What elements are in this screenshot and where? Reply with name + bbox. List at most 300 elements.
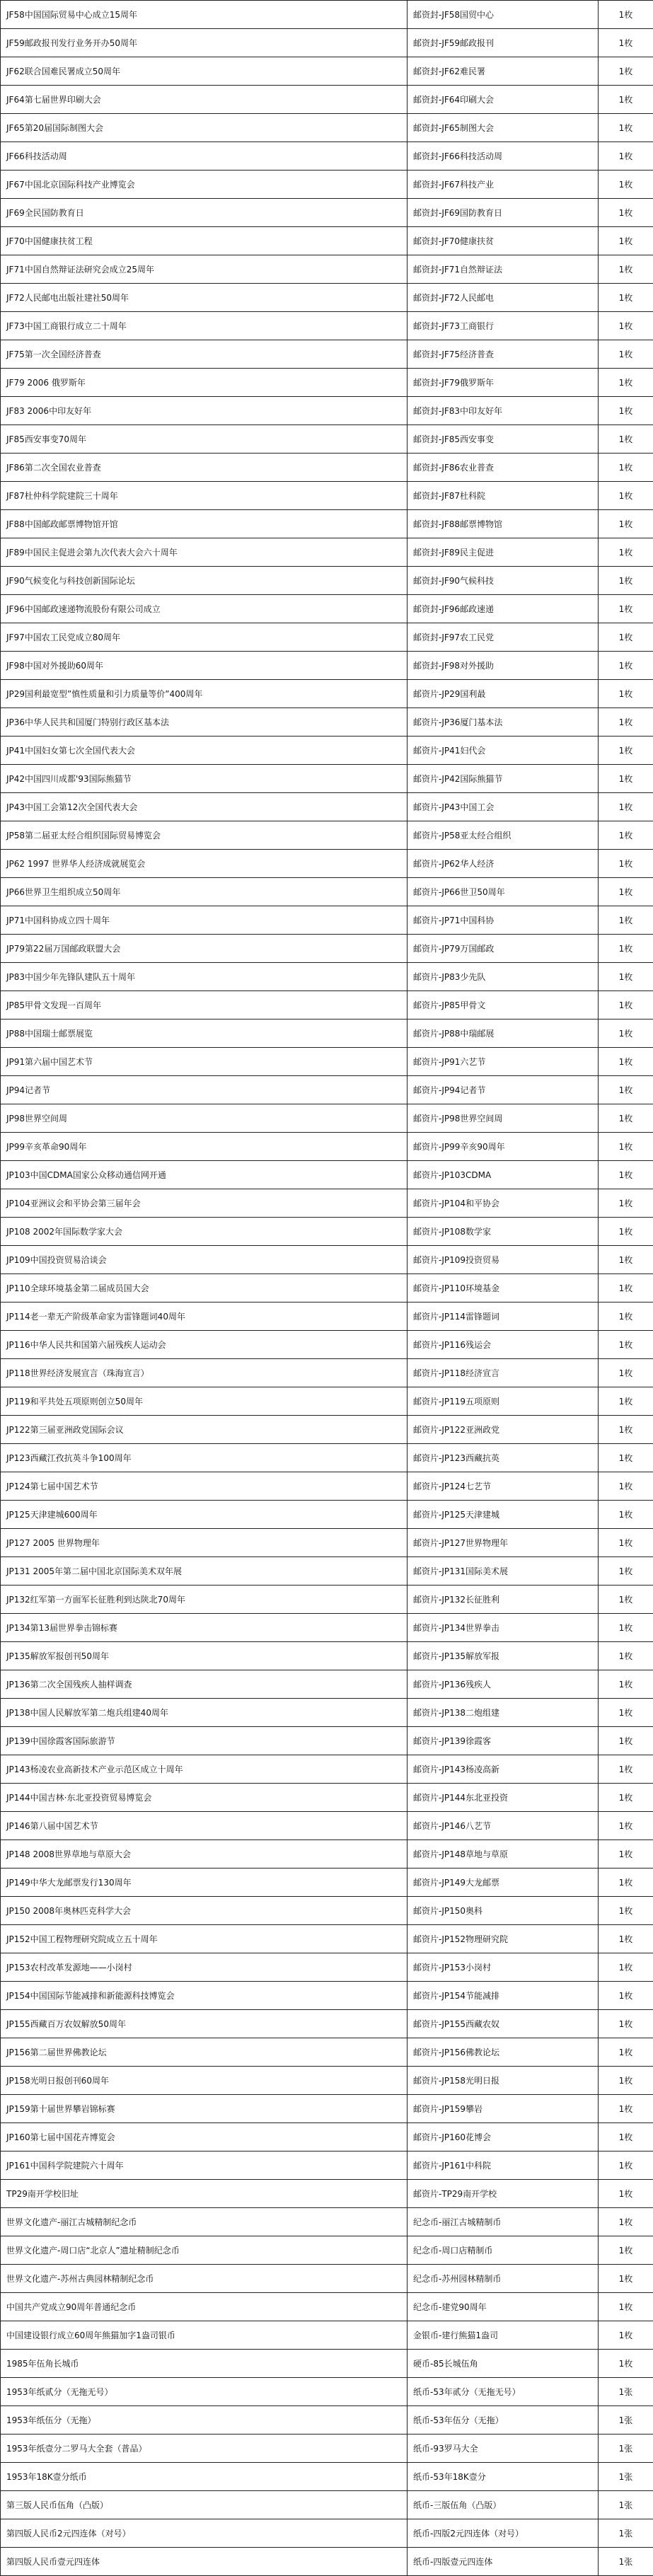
item-category: 邮资封-JF69国防教育日 [408,199,599,227]
item-quantity: 1张 [599,2491,653,2519]
item-category: 邮资片-JP146八艺节 [408,1812,599,1840]
item-category: 邮资片-JP36厦门基本法 [408,708,599,737]
item-quantity: 1枚 [599,1104,653,1133]
item-quantity: 1枚 [599,1642,653,1670]
item-quantity: 1枚 [599,680,653,708]
item-title: JF98中国对外援助60周年 [1,652,408,680]
table-row [1,369,653,397]
item-title: JP134第13届世界拳击锦标赛 [1,1614,408,1642]
table-row [1,652,653,680]
table-row [1,284,653,312]
table-row [1,2321,653,2350]
table-row [1,1472,653,1501]
table-row [1,171,653,199]
item-title: JF70中国健康扶贫工程 [1,227,408,255]
item-quantity: 1枚 [599,29,653,57]
table-row [1,142,653,171]
table-row [1,2265,653,2293]
item-title: JP36中华人民共和国厦门特别行政区基本法 [1,708,408,737]
table-row [1,2208,653,2236]
item-title: JF67中国北京国际科技产业博览会 [1,171,408,199]
item-quantity: 1枚 [599,1274,653,1303]
item-title: JP108 2002年国际数学家大会 [1,1218,408,1246]
item-title: JP144中国吉林·东北亚投资贸易博览会 [1,1784,408,1812]
item-quantity: 1枚 [599,1303,653,1331]
item-title: JP152中国工程物理研究院成立五十周年 [1,1925,408,1953]
item-title: JP119和平共处五项原则创立50周年 [1,1387,408,1416]
item-category: 邮资封-JF67科技产业 [408,171,599,199]
item-title: JP62 1997 世界华人经济成就展览会 [1,850,408,878]
item-category: 邮资片-JP94记者节 [408,1076,599,1104]
table-row [1,878,653,906]
table-row [1,1218,653,1246]
table-row [1,708,653,737]
item-category: 邮资片-JP79万国邮政 [408,935,599,963]
item-category: 邮资片-JP88中瑞邮展 [408,1020,599,1048]
item-title: JF73中国工商银行成立二十周年 [1,312,408,340]
item-category: 邮资片-JP122亚洲政党 [408,1416,599,1444]
table-row [1,2293,653,2321]
item-quantity: 1枚 [599,1897,653,1925]
item-title: JP153农村改革发源地——小岗村 [1,1953,408,1982]
item-quantity: 1枚 [599,142,653,171]
item-title: JP41中国妇女第七次全国代表大会 [1,737,408,765]
table-row [1,1189,653,1218]
item-title: JF83 2006中印友好年 [1,397,408,425]
item-title: JP122第三届亚洲政党国际会议 [1,1416,408,1444]
item-title: JP103中国CDMA国家公众移动通信网开通 [1,1161,408,1189]
item-category: 硬币-85长城伍角 [408,2350,599,2378]
table-row [1,2180,653,2208]
table-row [1,567,653,595]
item-title: TP29南开学校旧址 [1,2180,408,2208]
item-title: JP43中国工会第12次全国代表大会 [1,793,408,821]
item-category: 邮资封-JF90气候科技 [408,567,599,595]
item-title: JP98世界空间周 [1,1104,408,1133]
item-title: 1953年纸贰分（无拖无号） [1,2378,408,2406]
item-title: JP123西藏江孜抗英斗争100周年 [1,1444,408,1472]
table-row [1,1444,653,1472]
item-quantity: 1枚 [599,793,653,821]
item-quantity: 1枚 [599,2152,653,2180]
item-title: JP118世界经济发展宣言（珠海宣言） [1,1359,408,1387]
table-row [1,255,653,284]
table-row [1,1614,653,1642]
table-row [1,1303,653,1331]
item-title: JF66科技活动周 [1,142,408,171]
item-category: 邮资封-JF70健康扶贫 [408,227,599,255]
item-quantity: 1枚 [599,991,653,1020]
item-category: 邮资封-JF73工商银行 [408,312,599,340]
item-quantity: 1枚 [599,1501,653,1529]
item-category: 邮资片-JP116残运会 [408,1331,599,1359]
table-row [1,793,653,821]
table-row [1,680,653,708]
table-row [1,1501,653,1529]
table-row [1,29,653,57]
table-row [1,2152,653,2180]
item-quantity: 1枚 [599,2038,653,2067]
item-quantity: 1枚 [599,1161,653,1189]
table-row [1,1020,653,1048]
table-row [1,114,653,142]
item-category: 邮资片-JP144东北亚投资 [408,1784,599,1812]
item-quantity: 1枚 [599,2095,653,2123]
item-category: 邮资片-TP29南开学校 [408,2180,599,2208]
item-title: JF65第20届国际制图大会 [1,114,408,142]
item-quantity: 1枚 [599,1048,653,1076]
item-title: 世界文化遗产-周口店“北京人”遗址精制纪念币 [1,2236,408,2265]
item-category: 邮资片-JP154节能减排 [408,1982,599,2010]
item-title: JP29国利最宽型”慎性质量和引力质量等价”400周年 [1,680,408,708]
item-quantity: 1枚 [599,595,653,623]
item-quantity: 1枚 [599,878,653,906]
item-category: 邮资片-JP98世界空间周 [408,1104,599,1133]
item-title: JF86第二次全国农业普查 [1,454,408,482]
item-title: JF72人民邮电出版社建社50周年 [1,284,408,312]
table-row [1,1331,653,1359]
item-quantity: 1张 [599,2463,653,2491]
item-title: JP58第二届亚太经合组织国际贸易博览会 [1,821,408,850]
item-title: JP124第七届中国艺术节 [1,1472,408,1501]
table-row [1,1897,653,1925]
item-quantity: 1枚 [599,1076,653,1104]
table-row [1,199,653,227]
item-title: JP131 2005年第二届中国北京国际美术双年展 [1,1557,408,1586]
item-quantity: 1张 [599,2435,653,2463]
item-category: 邮资片-JP118经济宣言 [408,1359,599,1387]
item-quantity: 1枚 [599,1387,653,1416]
table-row [1,906,653,935]
item-title: JP132红军第一方面军长征胜利到达陕北70周年 [1,1586,408,1614]
item-category: 邮资片-JP138二炮组建 [408,1699,599,1727]
item-quantity: 1枚 [599,906,653,935]
item-category: 邮资片-JP66世卫50周年 [408,878,599,906]
item-quantity: 1枚 [599,397,653,425]
item-title: JP83中国少年先锋队建队五十周年 [1,963,408,991]
item-title: 1953年纸壹分二罗马大全套（普品） [1,2435,408,2463]
item-title: JP85甲骨文发现一百周年 [1,991,408,1020]
item-title: JF62联合国难民署成立50周年 [1,57,408,86]
item-quantity: 1枚 [599,2293,653,2321]
table-row [1,2519,653,2548]
item-category: 邮资片-JP85甲骨文 [408,991,599,1020]
item-title: JP110全球环境基金第二届成员国大会 [1,1274,408,1303]
item-title: JP146第八届中国艺术节 [1,1812,408,1840]
item-quantity: 1枚 [599,284,653,312]
table-row [1,1359,653,1387]
table-row [1,1925,653,1953]
table-row [1,2095,653,2123]
item-title: JP138中国人民解放军第二炮兵组建40周年 [1,1699,408,1727]
item-quantity: 1枚 [599,538,653,567]
table-row [1,1387,653,1416]
table-row [1,397,653,425]
item-category: 邮资封-JF58国贸中心 [408,1,599,29]
item-quantity: 1枚 [599,737,653,765]
item-category: 邮资片-JP150奥科 [408,1897,599,1925]
item-quantity: 1枚 [599,1189,653,1218]
item-category: 纸币-四版2元四连体（对号） [408,2519,599,2548]
item-title: JF90气候变化与科技创新国际论坛 [1,567,408,595]
item-title: JP150 2008年奥林匹克科学大会 [1,1897,408,1925]
item-title: JP158光明日报创刊60周年 [1,2067,408,2095]
table-row [1,1812,653,1840]
item-quantity: 1枚 [599,1472,653,1501]
item-title: JP114老一辈无产阶级革命家为雷锋题词40周年 [1,1303,408,1331]
item-quantity: 1枚 [599,1529,653,1557]
item-category: 邮资片-JP153小岗村 [408,1953,599,1982]
table-row [1,312,653,340]
table-row [1,1161,653,1189]
item-category: 邮资片-JP91六艺节 [408,1048,599,1076]
item-category: 邮资封-JF59邮政报刊 [408,29,599,57]
item-title: JP99辛亥革命90周年 [1,1133,408,1161]
table-row [1,1670,653,1699]
item-category: 邮资封-JF79俄罗斯年 [408,369,599,397]
item-category: 邮资封-JF66科技活动周 [408,142,599,171]
table-row [1,1869,653,1897]
item-quantity: 1枚 [599,482,653,510]
item-category: 邮资片-JP139徐霞客 [408,1727,599,1755]
item-title: 世界文化遗产-丽江古城精制纪念币 [1,2208,408,2236]
item-quantity: 1枚 [599,1925,653,1953]
item-title: JP156第二届世界佛教论坛 [1,2038,408,2067]
table-row [1,510,653,538]
table-row [1,1953,653,1982]
item-title: JP160第七届中国花卉博览会 [1,2123,408,2152]
item-title: JF69全民国防教育日 [1,199,408,227]
item-category: 邮资片-JP99辛亥90周年 [408,1133,599,1161]
item-quantity: 1枚 [599,199,653,227]
item-title: JF87杜仲科学院建院三十周年 [1,482,408,510]
item-title: JP125天津建城600周年 [1,1501,408,1529]
item-category: 邮资封-JF96邮政速递 [408,595,599,623]
item-quantity: 1张 [599,2406,653,2435]
table-row [1,1529,653,1557]
table-row [1,2067,653,2095]
item-category: 邮资封-JF88邮票博物馆 [408,510,599,538]
item-quantity: 1枚 [599,2350,653,2378]
item-table-body [1,1,653,2576]
item-quantity: 1枚 [599,454,653,482]
item-title: JF75第一次全国经济普查 [1,340,408,369]
item-title: 第三版人民币伍角（凸版） [1,2491,408,2519]
table-row [1,2038,653,2067]
item-category: 邮资片-JP132长征胜利 [408,1586,599,1614]
item-quantity: 1枚 [599,1699,653,1727]
item-title: JP79第22届万国邮政联盟大会 [1,935,408,963]
item-category: 邮资片-JP159攀岩 [408,2095,599,2123]
item-category: 邮资片-JP119五项原则 [408,1387,599,1416]
item-quantity: 1枚 [599,1557,653,1586]
table-row [1,1642,653,1670]
table-row [1,482,653,510]
item-title: JF71中国自然辩证法研究会成立25周年 [1,255,408,284]
item-quantity: 1枚 [599,114,653,142]
item-title: JP143杨凌农业高新技术产业示范区成立十周年 [1,1755,408,1784]
item-category: 邮资封-JF72人民邮电 [408,284,599,312]
item-category: 邮资片-JP62华人经济 [408,850,599,878]
table-row [1,86,653,114]
table-row [1,2378,653,2406]
table-row [1,2548,653,2576]
item-category: 邮资片-JP123西藏抗英 [408,1444,599,1472]
item-title: JP71中国科协成立四十周年 [1,906,408,935]
item-quantity: 1枚 [599,1218,653,1246]
table-row [1,595,653,623]
item-title: JF64第七届世界印刷大会 [1,86,408,114]
item-title: JF97中国农工民党成立80周年 [1,623,408,652]
item-category: 邮资片-JP135解放军报 [408,1642,599,1670]
table-row [1,991,653,1020]
item-quantity: 1枚 [599,1784,653,1812]
item-category: 纪念币-周口店精制币 [408,2236,599,2265]
item-quantity: 1枚 [599,57,653,86]
item-quantity: 1枚 [599,1670,653,1699]
item-category: 邮资封-JF86农业普查 [408,454,599,482]
item-quantity: 1张 [599,2519,653,2548]
table-row [1,821,653,850]
table-row [1,1048,653,1076]
item-quantity: 1枚 [599,1,653,29]
table-row [1,2435,653,2463]
table-row [1,850,653,878]
item-title: JP88中国瑞士邮票展览 [1,1020,408,1048]
item-title: JF79 2006 俄罗斯年 [1,369,408,397]
item-quantity: 1枚 [599,1416,653,1444]
item-category: 邮资片-JP114雷锋题词 [408,1303,599,1331]
item-category: 邮资片-JP29国利最 [408,680,599,708]
table-row [1,538,653,567]
table-row [1,1104,653,1133]
item-quantity: 1枚 [599,1869,653,1897]
item-category: 邮资片-JP127世界物理年 [408,1529,599,1557]
item-quantity: 1枚 [599,1586,653,1614]
item-category: 邮资片-JP161中科院 [408,2152,599,2180]
item-category: 邮资片-JP109投资贸易 [408,1246,599,1274]
item-category: 邮资片-JP42国际熊猫节 [408,765,599,793]
item-title: JP116中华人民共和国第六届残疾人运动会 [1,1331,408,1359]
item-quantity: 1枚 [599,2067,653,2095]
item-quantity: 1张 [599,2548,653,2576]
item-title: JP127 2005 世界物理年 [1,1529,408,1557]
item-title: JF58中国国际贸易中心成立15周年 [1,1,408,29]
item-category: 邮资封-JF71自然辩证法 [408,255,599,284]
item-category: 邮资片-JP155西藏农奴 [408,2010,599,2038]
item-category: 邮资封-JF87杜科院 [408,482,599,510]
item-quantity: 1枚 [599,1331,653,1359]
table-row [1,935,653,963]
item-category: 邮资片-JP152物理研究院 [408,1925,599,1953]
table-row [1,57,653,86]
item-title: JP161中国科学院建院六十周年 [1,2152,408,2180]
item-category: 邮资片-JP58亚太经合组织 [408,821,599,850]
item-category: 邮资片-JP148草地与草原 [408,1840,599,1869]
item-quantity: 1枚 [599,1359,653,1387]
item-category: 纸币-93罗马大全 [408,2435,599,2463]
table-row [1,765,653,793]
table-row [1,227,653,255]
item-quantity: 1枚 [599,312,653,340]
table-row [1,2123,653,2152]
item-quantity: 1枚 [599,567,653,595]
item-title: JP66世界卫生组织成立50周年 [1,878,408,906]
item-category: 邮资片-JP156佛教论坛 [408,2038,599,2067]
item-title: 1953年纸伍分（无拖） [1,2406,408,2435]
table-row [1,963,653,991]
item-quantity: 1枚 [599,1755,653,1784]
item-quantity: 1枚 [599,86,653,114]
item-category: 纸币-53年18K壹分 [408,2463,599,2491]
item-category: 邮资片-JP103CDMA [408,1161,599,1189]
item-quantity: 1枚 [599,1246,653,1274]
item-category: 邮资封-JF62难民署 [408,57,599,86]
item-category: 邮资片-JP131国际美术展 [408,1557,599,1586]
table-row [1,1840,653,1869]
item-category: 邮资片-JP71中国科协 [408,906,599,935]
item-category: 邮资封-JF85西安事变 [408,425,599,454]
item-category: 纸币-四版壹元四连体 [408,2548,599,2576]
table-row [1,623,653,652]
item-title: JP139中国徐霞客国际旅游节 [1,1727,408,1755]
item-category: 邮资片-JP136残疾人 [408,1670,599,1699]
item-title: JP42中国四川成都'93国际熊猫节 [1,765,408,793]
item-quantity: 1张 [599,2378,653,2406]
table-row [1,454,653,482]
item-quantity: 1枚 [599,171,653,199]
item-title: JP135解放军报创刊50周年 [1,1642,408,1670]
table-row [1,1246,653,1274]
table-row [1,737,653,765]
item-quantity: 1枚 [599,2180,653,2208]
item-quantity: 1枚 [599,227,653,255]
table-row [1,340,653,369]
item-title: JP91第六届中国艺术节 [1,1048,408,1076]
item-title: 第四版人民币壹元四连体 [1,2548,408,2576]
item-quantity: 1枚 [599,1020,653,1048]
item-title: JF85西安事变70周年 [1,425,408,454]
item-quantity: 1枚 [599,1614,653,1642]
item-category: 邮资片-JP104和平协会 [408,1189,599,1218]
item-title: JF88中国邮政邮票博物馆开馆 [1,510,408,538]
item-category: 邮资封-JF97农工民党 [408,623,599,652]
item-title: JP94记者节 [1,1076,408,1104]
table-row [1,1133,653,1161]
item-title: JP104亚洲议会和平协会第三届年会 [1,1189,408,1218]
item-quantity: 1枚 [599,2265,653,2293]
item-quantity: 1枚 [599,1953,653,1982]
table-row [1,1755,653,1784]
item-quantity: 1枚 [599,340,653,369]
item-quantity: 1枚 [599,821,653,850]
item-category: 邮资封-JF75经济普查 [408,340,599,369]
item-category: 邮资封-JF64印刷大会 [408,86,599,114]
item-category: 邮资片-JP134世界拳击 [408,1614,599,1642]
item-quantity: 1枚 [599,1444,653,1472]
item-title: 第四版人民币2元四连体（对号） [1,2519,408,2548]
item-quantity: 1枚 [599,1982,653,2010]
table-row [1,2236,653,2265]
item-title: JF96中国邮政速递物流股份有限公司成立 [1,595,408,623]
item-title: 1953年18K壹分纸币 [1,2463,408,2491]
item-category: 邮资片-JP149大龙邮票 [408,1869,599,1897]
item-category: 邮资片-JP124七艺节 [408,1472,599,1501]
table-row [1,1727,653,1755]
item-quantity: 1枚 [599,935,653,963]
item-quantity: 1枚 [599,510,653,538]
item-title: JP109中国投资贸易洽谈会 [1,1246,408,1274]
